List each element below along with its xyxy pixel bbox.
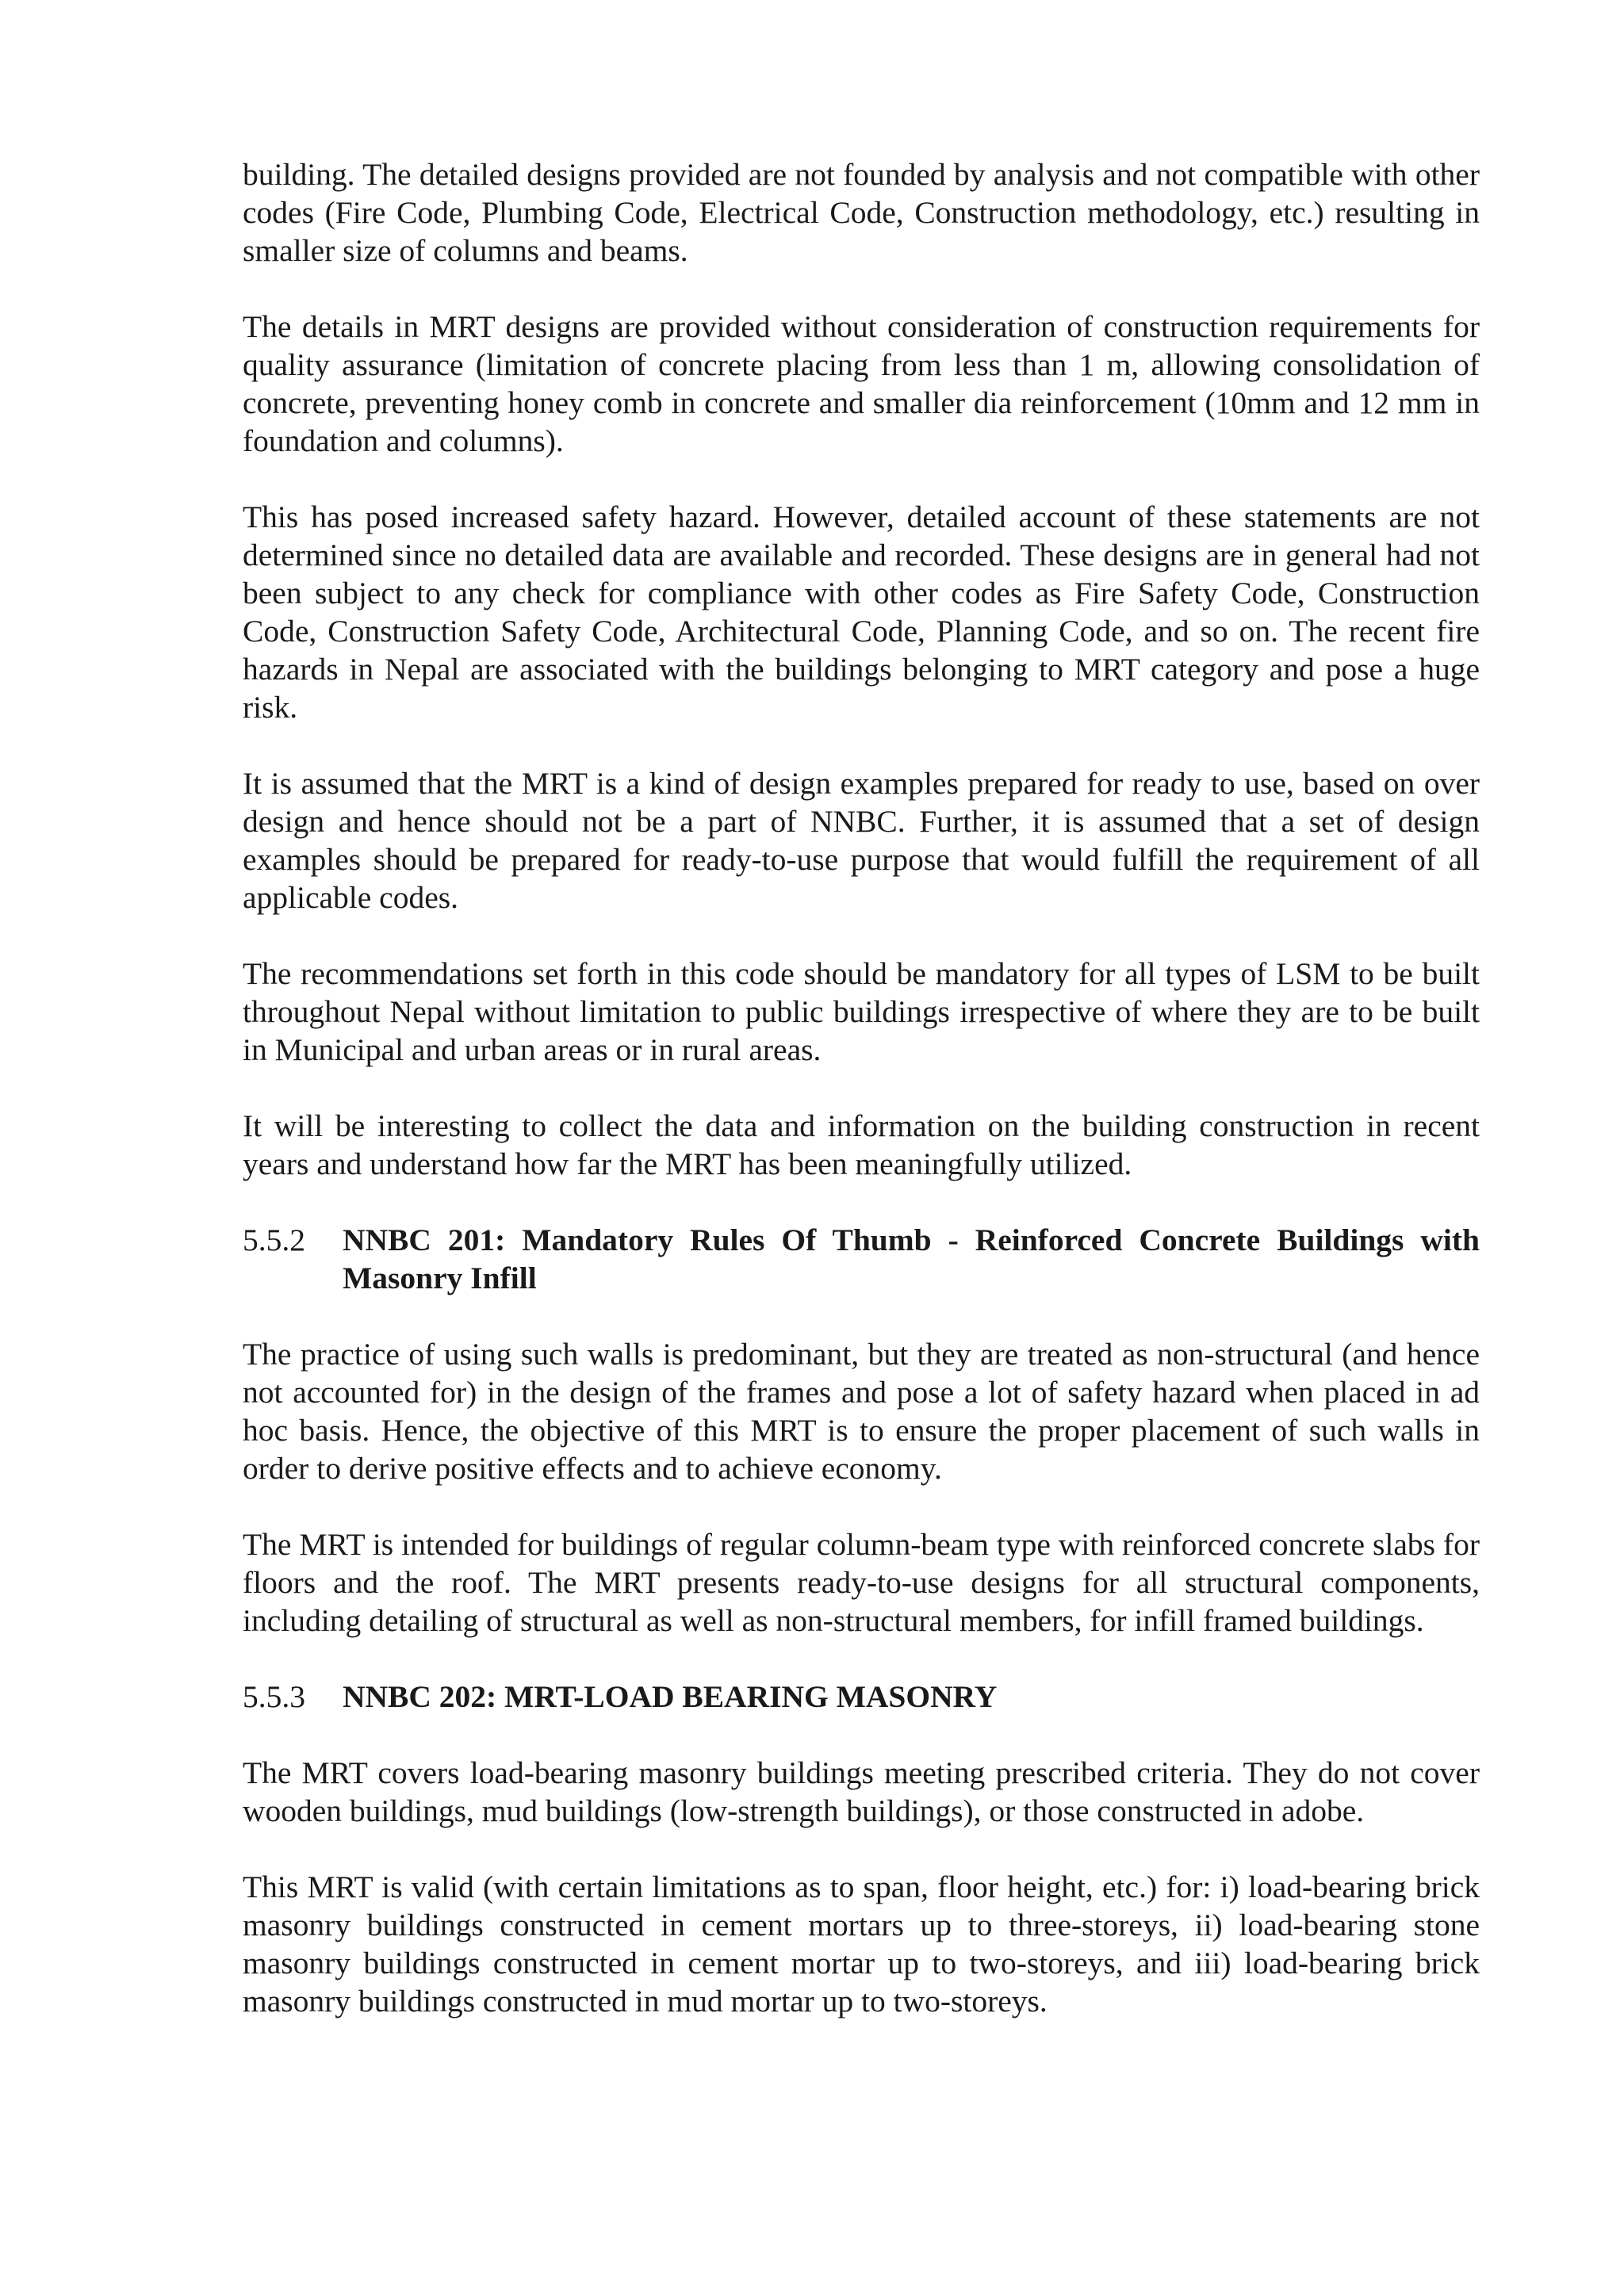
section-heading-553 — [243, 1678, 1480, 1716]
paragraph-553-2: This MRT is valid (with certain limitations as to span, floor height, etc.) for: i) load-bearing brick masonry buildings constructed in cement mortars up to three-storeys, ii) load-bearing stone masonry buildings constructed in cement mortar up to two-storeys, and iii) load-bearing brick masonry buildings constructed in mud mortar up to two-storeys. — [243, 1869, 1480, 2019]
section-number-553: 5.5.3 — [243, 1679, 305, 1714]
section-title-552: NNBC 201: Mandatory Rules Of Thumb - Reinforced Concrete Buildings with Masonry Infill — [343, 1223, 1480, 1295]
paragraph-intro-6: It will be interesting to collect the data and information on the building construction in recent years and understand how far the MRT has been meaningfully utilized. — [243, 1108, 1480, 1181]
paragraph-intro-1: building. The detailed designs provided are not founded by analysis and not compatible with other codes (Fire Code, Plumbing Code, Electrical Code, Construction methodology, etc.) resulting in smaller size of columns and beams. — [243, 157, 1480, 268]
paragraph-intro-2: The details in MRT designs are provided without consideration of construction requirements for quality assurance (limitation of concrete placing from less than 1 m, allowing consolidation of concrete, preventing honey comb in concrete and smaller dia reinforcement (10mm and 12 mm in foundation and columns). — [243, 309, 1480, 458]
document-page — [243, 155, 1480, 2058]
section-title-553: NNBC 202: MRT-LOAD BEARING MASONRY — [343, 1679, 998, 1714]
paragraph-553-1: The MRT covers load-bearing masonry buildings meeting prescribed criteria. They do not cover wooden buildings, mud buildings (low-strength buildings), or those constructed in adobe. — [243, 1755, 1480, 1828]
paragraph-intro-4: It is assumed that the MRT is a kind of design examples prepared for ready to use, based on over design and hence should not be a part of NNBC. Further, it is assumed that a set of design examples should be prepared for ready-to-use purpose that would fulfill the requirement of all applicable codes. — [243, 766, 1480, 915]
section-number-552: 5.5.2 — [243, 1223, 305, 1257]
paragraph-intro-5: The recommendations set forth in this code should be mandatory for all types of LSM to be built throughout Nepal without limitation to public buildings irrespective of where they are to be built in Municipal and urban areas or in rural areas. — [243, 956, 1480, 1067]
paragraph-552-2: The MRT is intended for buildings of regular column-beam type with reinforced concrete slabs for floors and the roof. The MRT presents ready-to-use designs for all structural components, including detailing of structural as well as non-structural members, for infill framed buildings. — [243, 1527, 1480, 1638]
section-heading-552 — [243, 1221, 1480, 1297]
paragraph-intro-3: This has posed increased safety hazard. However, detailed account of these statements are not determined since no detailed data are available and recorded. These designs are in general had not been subject to any check for compliance with other codes as Fire Safety Code, Construction Code, Construction Safety Code, Architectural Code, Planning Code, and so on. The recent fire hazards in Nepal are associated with the buildings belonging to MRT category and pose a huge risk. — [243, 499, 1480, 725]
paragraph-552-1: The practice of using such walls is predominant, but they are treated as non-structural (and hence not accounted for) in the design of the frames and pose a lot of safety hazard when placed in ad hoc basis. Hence, the objective of this MRT is to ensure the proper placement of such walls in order to derive positive effects and to achieve economy. — [243, 1337, 1480, 1486]
